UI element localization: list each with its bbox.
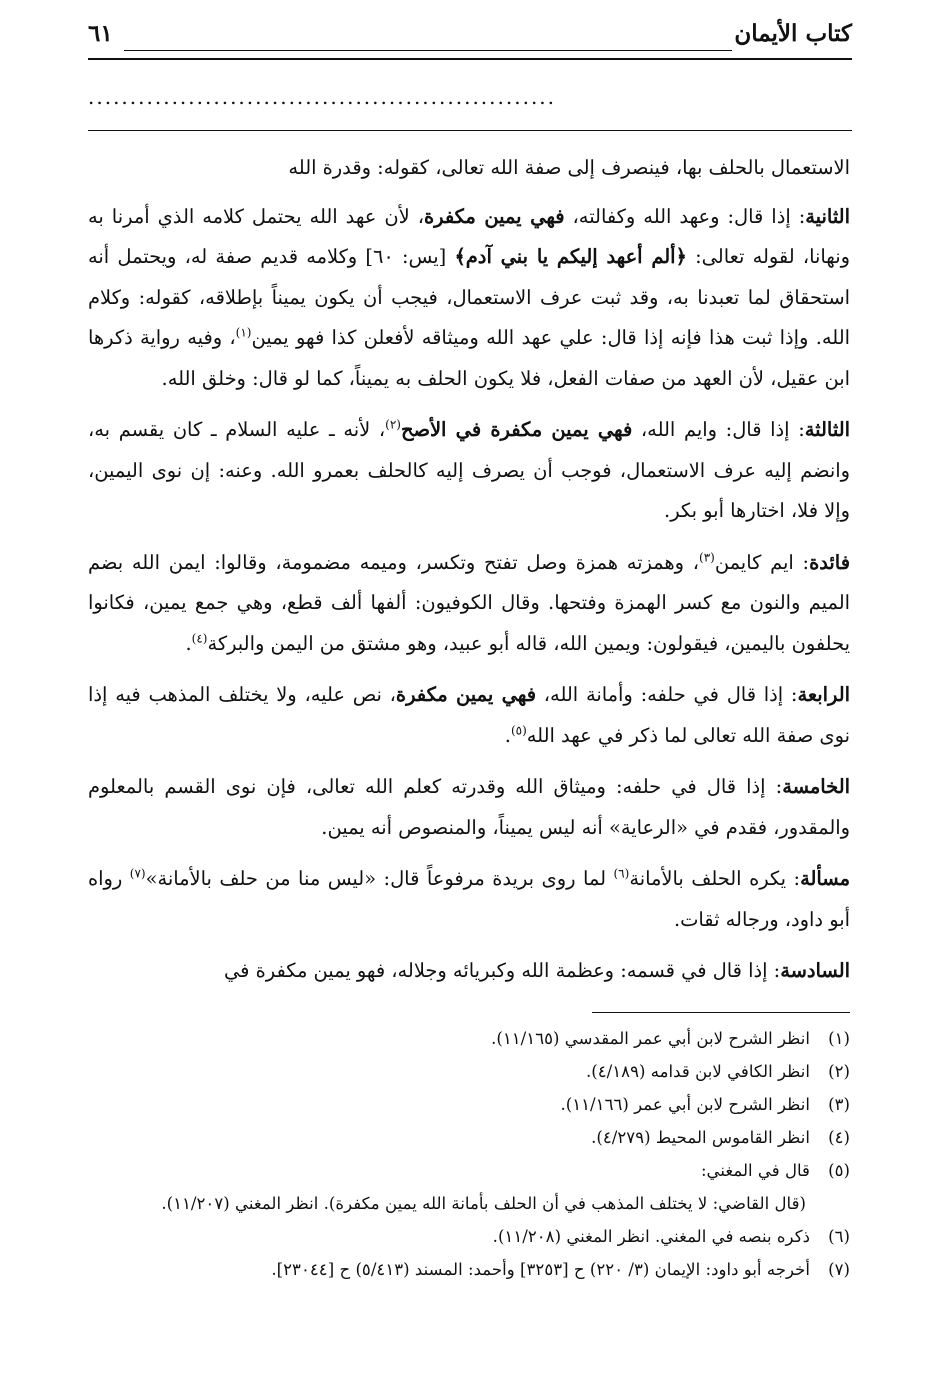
- paragraph-label: الرابعة: [797, 683, 850, 706]
- ruling-text: فهي يمين مكفرة في الأصح: [400, 418, 633, 441]
- footnote-number: (٥): [828, 1161, 850, 1180]
- quran-quote: ﴿ألم أعهد إليكم يا بني آدم﴾: [454, 245, 687, 268]
- main-text: [88, 148, 850, 1003]
- text-run: : يكره الحلف بالأمانة: [629, 867, 801, 890]
- paragraph-label: الثالثة: [804, 418, 850, 441]
- running-header: [88, 14, 852, 54]
- paragraph-label: الثانية: [805, 204, 850, 228]
- text-run: رواه أبو داود، ورجاله ثقات.: [88, 867, 850, 931]
- text-run: ، لأن عهد الله يحتمل كلامه الذي أمرنا به ونهانا، لقوله تعالى:: [88, 204, 850, 268]
- footnote-item: [88, 1088, 850, 1121]
- footnote-text: (قال القاضي: لا يختلف المذهب في أن الحلف بأمانة الله يمين مكفرة). انظر المغني (١١/٢٠٧).: [161, 1194, 806, 1213]
- footnote-ref: (٥): [510, 723, 527, 738]
- footnote-ref: (٢): [385, 417, 401, 432]
- footnote-item: [88, 1220, 850, 1253]
- page-number: ٦١: [88, 20, 113, 47]
- footnote-ref: (٣): [699, 550, 715, 565]
- footnote-ref: (٤): [191, 631, 208, 646]
- text-run: .: [185, 631, 192, 655]
- paragraph-label: فائدة: [809, 550, 850, 574]
- footnote-number: (٢): [828, 1062, 850, 1081]
- text-run: ، نص عليه، ولا يختلف المذهب فيه إذا نوى صفة الله تعالى لما ذكر في عهد الله: [88, 683, 850, 747]
- text-run: ، وهمزته همزة وصل تفتح وتكسر، وميمه مضمومة، وقالوا: ايمن الله بضم الميم والنون مع كسر الهمزة وفتحها. وقال الكوفيون: ألفها ألف قطع، وهي جمع يمين، فكانوا يحلفون باليمين، فيقولون: ويمين الله، قاله أبو عبيد، وهو مشتق من اليمن والبركة: [88, 550, 850, 655]
- footnote-text: انظر الكافي لابن قدامه (٤/١٨٩).: [586, 1062, 810, 1081]
- footnote-item: [88, 1121, 850, 1154]
- text-run: : إذا قال في قسمه: وعظمة الله وكبريائه وجلاله، فهو يمين مكفرة في: [223, 959, 781, 982]
- footnote-number: (٣): [828, 1095, 850, 1114]
- omission-dots: ........................................................: [88, 85, 557, 109]
- footnote-text: انظر الشرح لابن أبي عمر (١١/١٦٦).: [560, 1095, 810, 1114]
- text-run: لما روى بريدة مرفوعاً قال: «ليس منا من حلف بالأمانة»: [145, 867, 614, 890]
- footnote-rule: [592, 1012, 850, 1013]
- section-rule: [88, 130, 852, 131]
- paragraph-fifth: [88, 767, 850, 848]
- footnote-number: (٧): [828, 1260, 850, 1279]
- text-run: : إذا قال: وايم الله،: [632, 418, 805, 441]
- footnote-item: [88, 1253, 850, 1286]
- text-run: الاستعمال بالحلف بها، فينصرف إلى صفة الله تعالى، كقوله: وقدرة الله: [288, 156, 850, 179]
- footnote-text: انظر الشرح لابن أبي عمر المقدسي (١١/١٦٥).: [491, 1029, 810, 1048]
- footnote-text: انظر القاموس المحيط (٤/٢٧٩).: [591, 1128, 810, 1147]
- paragraph-benefit: [88, 543, 850, 665]
- paragraph-issue: [88, 859, 850, 940]
- text-run: : إذا قال: وعهد الله وكفالته،: [564, 204, 806, 228]
- footnote-item: [88, 1154, 850, 1187]
- paragraph-label: الخامسة: [782, 775, 850, 798]
- footnote-ref: (٧): [129, 866, 146, 881]
- header-rule: [88, 58, 852, 60]
- text-run: : ايم كايمن: [714, 550, 810, 574]
- paragraph-fourth: [88, 675, 850, 756]
- paragraph-sixth: [88, 951, 850, 992]
- footnote-number: (٤): [828, 1128, 850, 1147]
- footnote-number: (١): [828, 1029, 850, 1048]
- text-run: ، وفيه رواية ذكرها ابن عقيل، لأن العهد من صفات الفعل، فلا يكون الحلف به يميناً، كما لو قال: وخلق الله.: [88, 326, 850, 390]
- text-run: [يس: ٦٠] وكلامه قديم صفة له، ويحتمل أنه استحقاق لما تعبدنا به، وقد ثبت عرف الاستعمال، فيجب أن يكون يميناً بإطلاقه، كقوله: وكلام الله. وإذا ثبت هذا فإنه إذا قال: علي عهد الله وميثاقه لأفعلن كذا فهو يمين: [88, 245, 850, 349]
- chapter-title: كتاب الأيمان: [734, 20, 852, 47]
- footnote-text: ذكره بنصه في المغني. انظر المغني (١١/٢٠٨).: [492, 1227, 810, 1246]
- text-run: : إذا قال في حلفه: وميثاق الله وقدرته كعلم الله تعالى، فإن نوى القسم بالمعلوم والمقدور، فقدم في «الرعاية» أنه ليس يميناً، والمنصوص أنه يمين.: [88, 775, 850, 839]
- footnote-item: [88, 1022, 850, 1055]
- footnote-text: قال في المغني:: [700, 1161, 810, 1180]
- text-run: : إذا قال في حلفه: وأمانة الله،: [536, 683, 798, 706]
- ruling-text: فهي يمين مكفرة: [395, 683, 537, 706]
- paragraph-label: مسألة: [800, 867, 850, 890]
- ruling-text: فهي يمين مكفرة: [423, 204, 565, 228]
- footnote-number: (٦): [828, 1227, 850, 1246]
- paragraph-second: [88, 197, 850, 400]
- text-run: ، لأنه ـ عليه السلام ـ كان يقسم به، وانضم إليه عرف الاستعمال، فوجب أن يصرف إليه كالحلف بعمرو الله. وعنه: إن نوى اليمين، وإلا فلا، اختارها أبو بكر.: [88, 418, 850, 522]
- footnote-text: أخرجه أبو داود: الإيمان (٣/ ٢٢٠) ح [٣٢٥٣] وأحمد: المسند (٥/٤١٣) ح [٢٣٠٤٤].: [271, 1260, 810, 1279]
- paragraph-label: السادسة: [780, 959, 850, 982]
- footnote-ref: (٦): [613, 866, 630, 881]
- paragraph-third: [88, 410, 850, 532]
- footnote-ref: (١): [235, 325, 252, 340]
- text-run: .: [504, 723, 511, 747]
- footnote-continuation: [88, 1187, 850, 1220]
- header-line: [124, 50, 732, 51]
- paragraph-continuation: [88, 148, 850, 189]
- footnote-item: [88, 1055, 850, 1088]
- footnotes: [88, 1022, 850, 1286]
